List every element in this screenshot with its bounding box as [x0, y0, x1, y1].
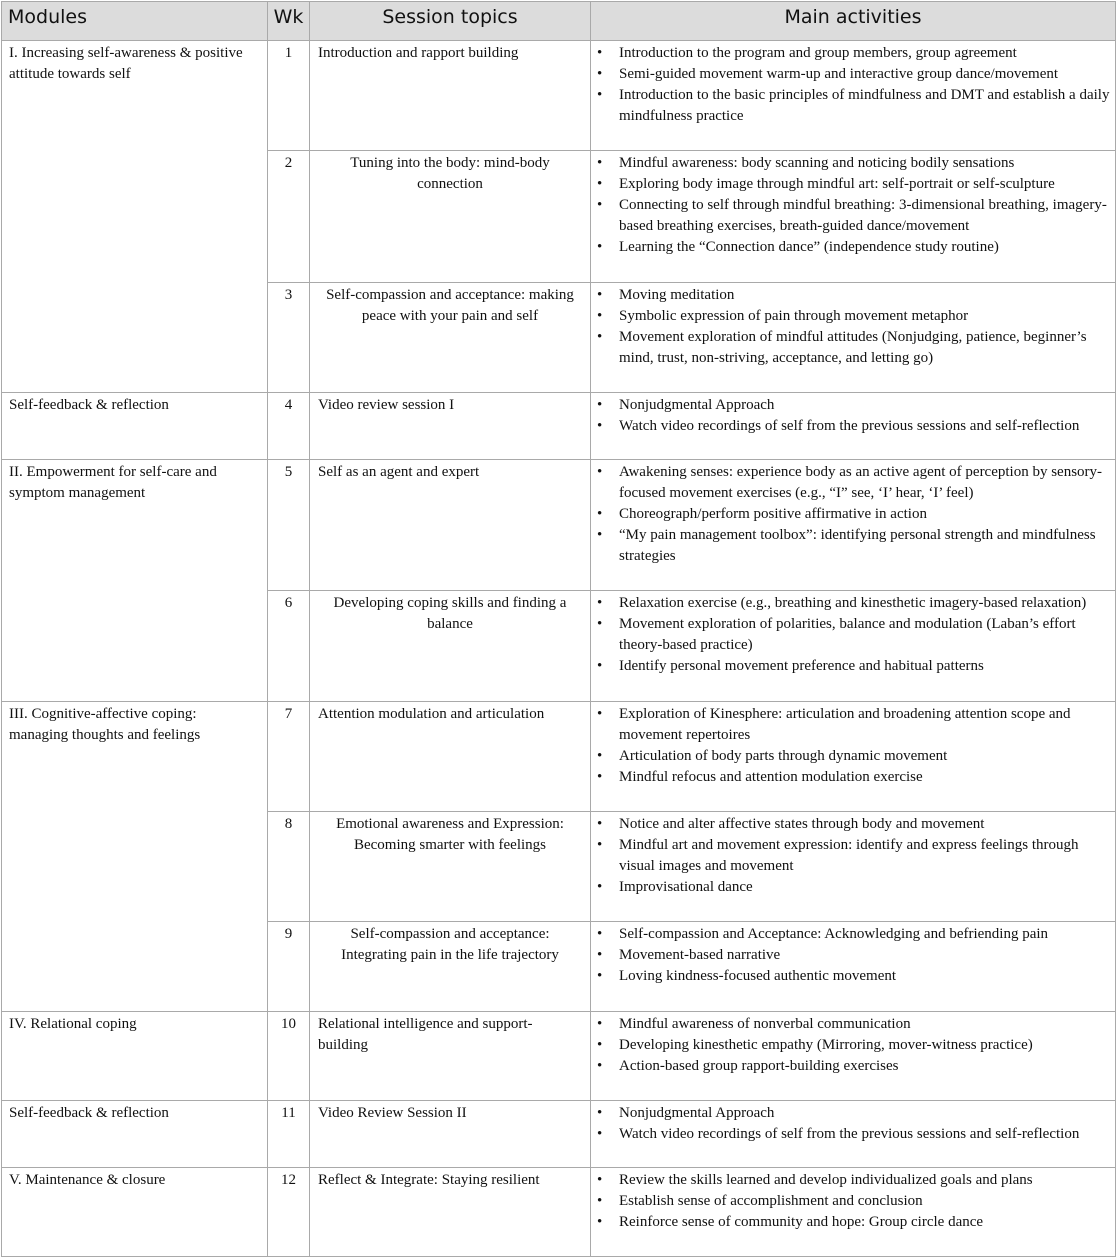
- activity-item: • Notice and alter affective states through body and movement: [595, 814, 1111, 835]
- header-main-activities: Main activities: [591, 2, 1116, 41]
- activity-item: • Nonjudgmental Approach: [595, 395, 1111, 416]
- header-modules: Modules: [2, 2, 268, 41]
- activities-cell: [591, 460, 1116, 591]
- header-week: Wk: [268, 2, 310, 41]
- activity-item: • Movement exploration of mindful attitudes (Nonjudging, patience, beginner’s mind, trust, non-striving, acceptance, and letting go): [595, 327, 1111, 369]
- week-cell: 12: [268, 1168, 310, 1257]
- table-row: [2, 1012, 1116, 1101]
- activity-item: • Establish sense of accomplishment and conclusion: [595, 1191, 1111, 1212]
- table-row: [2, 41, 1116, 151]
- activity-item: • Moving meditation: [595, 285, 1111, 306]
- topic-cell: Self-compassion and acceptance: making peace with your pain and self: [310, 283, 591, 393]
- activity-item: • Learning the “Connection dance” (independence study routine): [595, 237, 1111, 258]
- module-cell: Self-feedback & reflection: [2, 393, 268, 460]
- activity-item: • Movement-based narrative: [595, 945, 1111, 966]
- activity-item: • Semi-guided movement warm-up and interactive group dance/movement: [595, 64, 1111, 85]
- header-row: [2, 2, 1116, 41]
- week-cell: 4: [268, 393, 310, 460]
- topic-cell: Relational intelligence and support-building: [310, 1012, 591, 1101]
- table-row: [2, 702, 1116, 812]
- topic-cell: Introduction and rapport building: [310, 41, 591, 151]
- activity-item: • Self-compassion and Acceptance: Acknowledging and befriending pain: [595, 924, 1111, 945]
- topic-cell: Video Review Session II: [310, 1101, 591, 1168]
- activity-item: • Exploring body image through mindful art: self-portrait or self-sculpture: [595, 174, 1111, 195]
- table-row: [2, 460, 1116, 591]
- activity-item: • Review the skills learned and develop individualized goals and plans: [595, 1170, 1111, 1191]
- topic-cell: Attention modulation and articulation: [310, 702, 591, 812]
- activity-item: • Mindful awareness of nonverbal communication: [595, 1014, 1111, 1035]
- program-table: [1, 1, 1116, 1257]
- topic-cell: Emotional awareness and Expression: Becoming smarter with feelings: [310, 812, 591, 922]
- activity-item: • Choreograph/perform positive affirmative in action: [595, 504, 1111, 525]
- activity-item: • Connecting to self through mindful breathing: 3-dimensional breathing, imagery-based breathing exercises, breath-guided dance/movement: [595, 195, 1111, 237]
- table-row: [2, 393, 1116, 460]
- topic-cell: Reflect & Integrate: Staying resilient: [310, 1168, 591, 1257]
- week-cell: 9: [268, 922, 310, 1012]
- activities-cell: [591, 812, 1116, 922]
- week-cell: 2: [268, 151, 310, 283]
- topic-cell: Self-compassion and acceptance: Integrating pain in the life trajectory: [310, 922, 591, 1012]
- week-cell: 1: [268, 41, 310, 151]
- activities-cell: [591, 922, 1116, 1012]
- activities-cell: [591, 591, 1116, 702]
- module-cell: III. Cognitive-affective coping: managing thoughts and feelings: [2, 702, 268, 1012]
- topic-cell: Developing coping skills and finding a balance: [310, 591, 591, 702]
- activities-cell: [591, 41, 1116, 151]
- activity-item: • Nonjudgmental Approach: [595, 1103, 1111, 1124]
- header-session-topics: Session topics: [310, 2, 591, 41]
- week-cell: 7: [268, 702, 310, 812]
- activity-item: • Watch video recordings of self from the previous sessions and self-reflection: [595, 416, 1111, 437]
- activity-item: • Improvisational dance: [595, 877, 1111, 898]
- activity-item: • Mindful awareness: body scanning and noticing bodily sensations: [595, 153, 1111, 174]
- week-cell: 3: [268, 283, 310, 393]
- activity-item: • Loving kindness-focused authentic movement: [595, 966, 1111, 987]
- week-cell: 5: [268, 460, 310, 591]
- week-cell: 10: [268, 1012, 310, 1101]
- activity-item: • Awakening senses: experience body as an active agent of perception by sensory-focused movement exercises (e.g., “I” see, ‘I’ hear, ‘I’ feel): [595, 462, 1111, 504]
- activity-item: • Action-based group rapport-building exercises: [595, 1056, 1111, 1077]
- table-row: [2, 1101, 1116, 1168]
- topic-cell: Tuning into the body: mind-body connection: [310, 151, 591, 283]
- activity-item: • Introduction to the program and group members, group agreement: [595, 43, 1111, 64]
- activity-item: • Identify personal movement preference and habitual patterns: [595, 656, 1111, 677]
- activity-item: • Introduction to the basic principles of mindfulness and DMT and establish a daily mindfulness practice: [595, 85, 1111, 127]
- activities-cell: [591, 151, 1116, 283]
- activities-cell: [591, 283, 1116, 393]
- activity-item: • Symbolic expression of pain through movement metaphor: [595, 306, 1111, 327]
- topic-cell: Video review session I: [310, 393, 591, 460]
- module-cell: I. Increasing self-awareness & positive attitude towards self: [2, 41, 268, 393]
- week-cell: 6: [268, 591, 310, 702]
- activities-cell: [591, 702, 1116, 812]
- activity-item: • Mindful art and movement expression: identify and express feelings through visual images and movement: [595, 835, 1111, 877]
- activity-item: • Exploration of Kinesphere: articulation and broadening attention scope and movement repertoires: [595, 704, 1111, 746]
- activity-item: • Articulation of body parts through dynamic movement: [595, 746, 1111, 767]
- activities-cell: [591, 1012, 1116, 1101]
- activities-cell: [591, 393, 1116, 460]
- activities-cell: [591, 1101, 1116, 1168]
- week-cell: 11: [268, 1101, 310, 1168]
- activity-item: • Mindful refocus and attention modulation exercise: [595, 767, 1111, 788]
- activity-item: • Reinforce sense of community and hope: Group circle dance: [595, 1212, 1111, 1233]
- module-cell: IV. Relational coping: [2, 1012, 268, 1101]
- activity-item: • Watch video recordings of self from the previous sessions and self-reflection: [595, 1124, 1111, 1145]
- table-row: [2, 1168, 1116, 1257]
- module-cell: Self-feedback & reflection: [2, 1101, 268, 1168]
- activity-item: • Relaxation exercise (e.g., breathing and kinesthetic imagery-based relaxation): [595, 593, 1111, 614]
- activity-item: • Developing kinesthetic empathy (Mirroring, mover-witness practice): [595, 1035, 1111, 1056]
- week-cell: 8: [268, 812, 310, 922]
- activity-item: • Movement exploration of polarities, balance and modulation (Laban’s effort theory-based practice): [595, 614, 1111, 656]
- activity-item: • “My pain management toolbox”: identifying personal strength and mindfulness strategies: [595, 525, 1111, 567]
- topic-cell: Self as an agent and expert: [310, 460, 591, 591]
- activities-cell: [591, 1168, 1116, 1257]
- module-cell: II. Empowerment for self-care and symptom management: [2, 460, 268, 702]
- module-cell: V. Maintenance & closure: [2, 1168, 268, 1257]
